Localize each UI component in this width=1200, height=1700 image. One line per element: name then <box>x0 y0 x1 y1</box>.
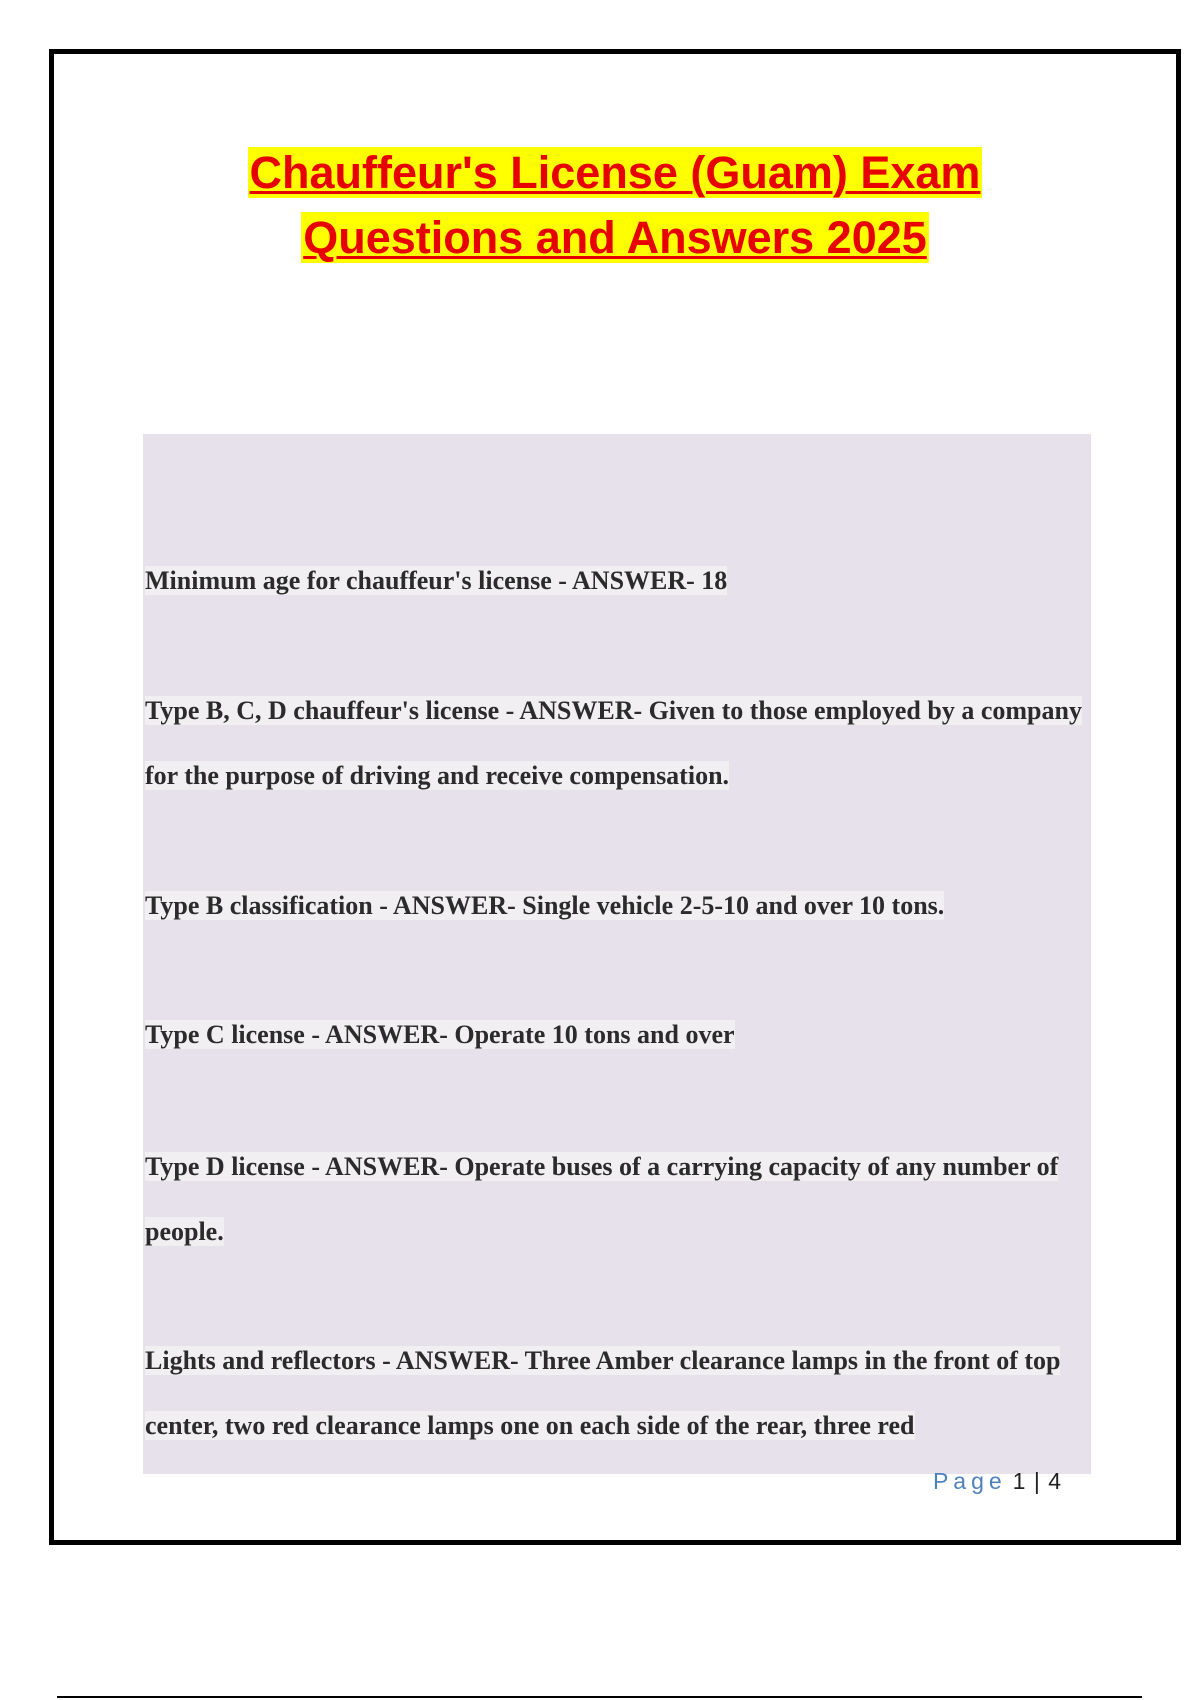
bottom-rule <box>57 1696 1142 1698</box>
document-title <box>60 140 1170 270</box>
qa-item-type-b: Type B classification - ANSWER- Single vehicle 2-5-10 and over 10 tons. <box>145 891 945 920</box>
qa-item-type-d: Type D license - ANSWER- Operate buses of a carrying capacity of any number of people. <box>145 1152 1059 1246</box>
qa-item-type-c: Type C license - ANSWER- Operate 10 tons and over <box>145 1020 735 1049</box>
qa-item-lights-reflectors: Lights and reflectors - ANSWER- Three Amber clearance lamps in the front of top center, two red clearance lamps one on each side of the rear, three red <box>145 1346 1061 1440</box>
title-line-2: Questions and Answers 2025 <box>303 212 927 263</box>
qa-item-type-bcd: Type B, C, D chauffeur's license - ANSWER- Given to those employed by a company for the purpose of driving and receive compensation. <box>145 696 1082 790</box>
page-count: 1 | 4 <box>1012 1468 1062 1494</box>
page-label: Page <box>932 1468 1007 1494</box>
title-line-1: Chauffeur's License (Guam) Exam <box>249 147 981 198</box>
qa-item-minimum-age: Minimum age for chauffeur's license - ANSWER- 18 <box>145 566 728 595</box>
page-number <box>933 1468 1062 1495</box>
